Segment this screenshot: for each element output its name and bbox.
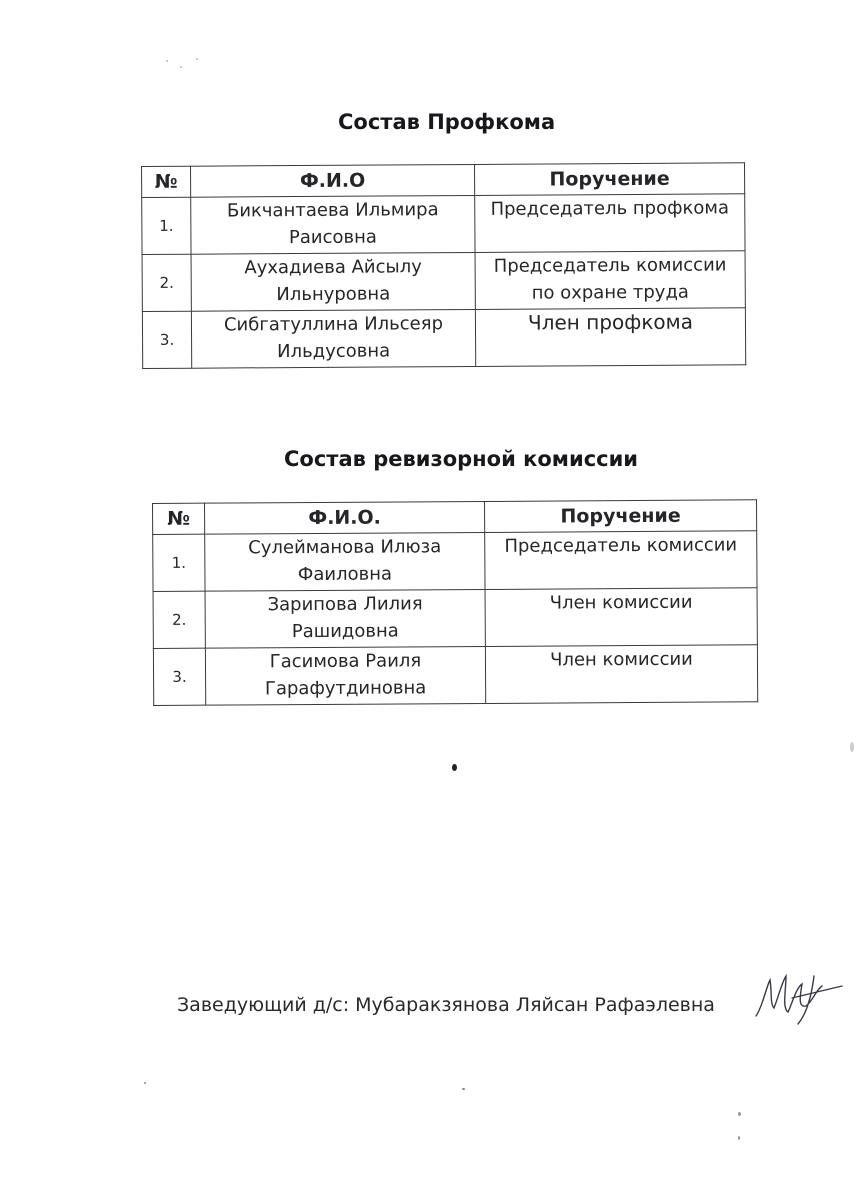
row-role bbox=[485, 588, 757, 647]
scan-speck bbox=[196, 58, 198, 60]
name-line: Сулейманова Илюза bbox=[248, 536, 442, 559]
scan-speck bbox=[144, 1082, 146, 1084]
role-line: Председатель комиссии bbox=[493, 254, 727, 277]
name-line: Раисовна bbox=[288, 226, 377, 249]
row-name bbox=[191, 309, 475, 368]
row-num: 3. bbox=[142, 311, 191, 368]
table-row bbox=[153, 588, 757, 649]
scan-speck bbox=[738, 1136, 740, 1140]
header-role: Поручение bbox=[484, 500, 756, 533]
row-name bbox=[205, 532, 485, 591]
table-row bbox=[142, 308, 745, 369]
name-line: Аухадиева Айсылу bbox=[244, 256, 422, 279]
name-line: Гарафутдиновна bbox=[264, 677, 427, 700]
role-line: Член комиссии bbox=[550, 648, 693, 671]
table-row bbox=[142, 251, 745, 312]
row-num: 2. bbox=[142, 254, 191, 311]
scan-speck bbox=[738, 1112, 741, 1116]
name-line: Зарипова Лилия bbox=[267, 593, 423, 616]
name-line: Ильнуровна bbox=[276, 283, 391, 306]
table-row bbox=[153, 531, 757, 592]
row-num: 3. bbox=[153, 648, 205, 705]
table-row bbox=[142, 194, 745, 255]
scan-speck bbox=[452, 764, 457, 771]
header-name: Ф.И.О bbox=[191, 164, 475, 197]
row-role bbox=[475, 308, 745, 367]
row-name bbox=[205, 646, 485, 705]
header-role: Поручение bbox=[474, 163, 744, 196]
row-num: 1. bbox=[142, 197, 191, 254]
header-num: № bbox=[142, 166, 191, 197]
profkom-table bbox=[141, 162, 746, 369]
header-name: Ф.И.О. bbox=[205, 501, 485, 534]
row-num: 1. bbox=[153, 534, 205, 591]
scan-speck bbox=[850, 742, 854, 752]
role-line: по охране труда bbox=[531, 281, 689, 304]
row-num: 2. bbox=[153, 591, 205, 648]
name-line: Бикчантаева Ильмира bbox=[226, 199, 439, 222]
table-header-row bbox=[142, 163, 745, 198]
name-line: Ильдусовна bbox=[277, 340, 391, 363]
row-role bbox=[475, 194, 745, 253]
row-name bbox=[191, 195, 475, 254]
profkom-title: Состав Профкома bbox=[338, 110, 556, 134]
scan-speck bbox=[462, 1088, 465, 1090]
row-role bbox=[475, 251, 745, 310]
role-line: Председатель комиссии bbox=[504, 534, 738, 557]
handwritten-signature bbox=[752, 968, 844, 1030]
header-num: № bbox=[153, 503, 205, 534]
name-line: Рашидовна bbox=[291, 620, 399, 643]
row-name bbox=[205, 589, 485, 648]
row-role bbox=[485, 645, 757, 704]
signature-text: Заведующий д/с: Мубаракзянова Ляйсан Рафаэлевна bbox=[177, 994, 715, 1016]
role-line: Член комиссии bbox=[549, 591, 693, 614]
scan-speck bbox=[180, 66, 182, 68]
scan-speck bbox=[166, 60, 168, 62]
row-role bbox=[485, 531, 757, 590]
row-name bbox=[191, 252, 475, 311]
name-line: Гасимова Раиля bbox=[269, 650, 422, 673]
name-line: Фаиловна bbox=[297, 563, 393, 586]
table-header-row bbox=[153, 500, 757, 535]
role-line: Член профкома bbox=[527, 309, 694, 335]
name-line: Сибгатуллина Ильсеяр bbox=[223, 313, 444, 336]
table-row bbox=[153, 645, 757, 706]
role-line: Председатель профкома bbox=[490, 197, 730, 220]
revision-table bbox=[152, 499, 758, 706]
revision-title: Состав ревизорной комиссии bbox=[284, 447, 639, 471]
